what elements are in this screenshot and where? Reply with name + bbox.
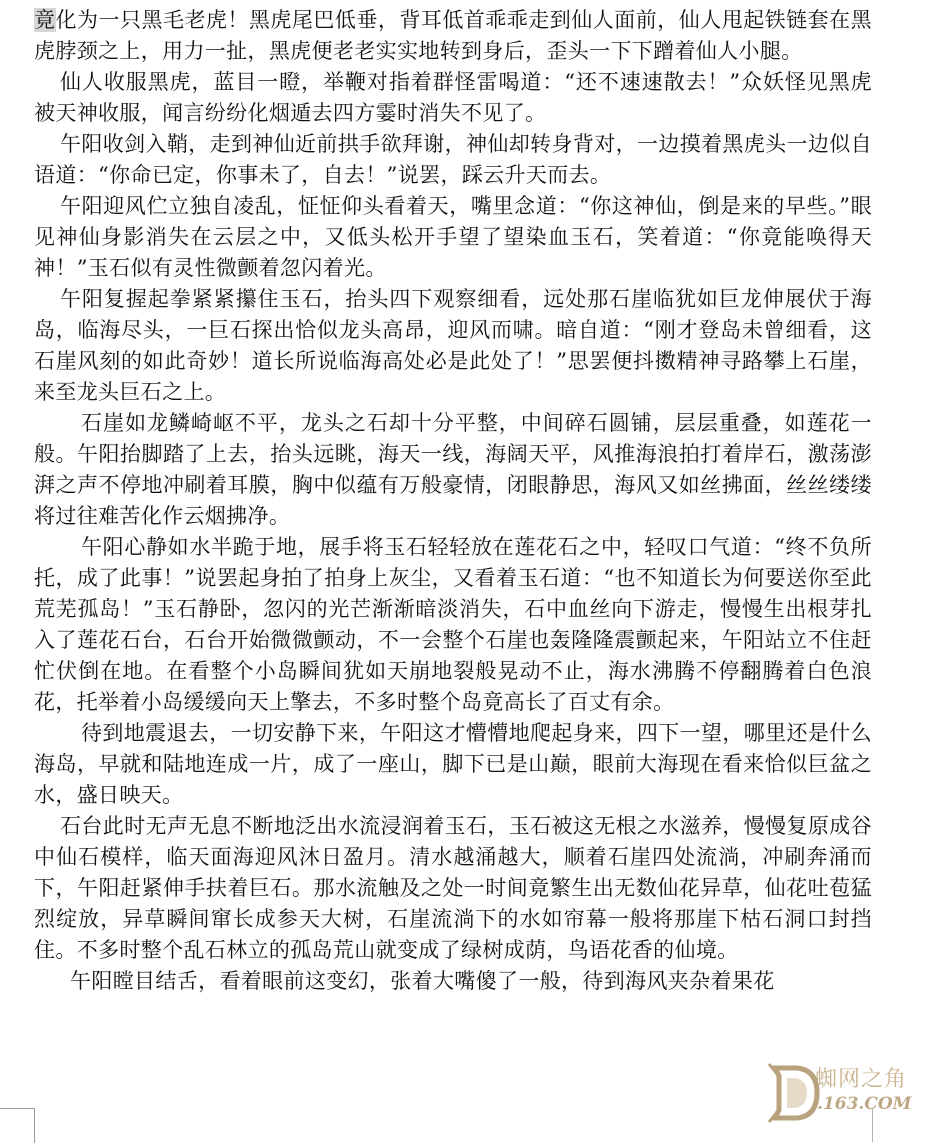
paragraph-6: 石崖如龙鳞崎岖不平，龙头之石却十分平整，中间碎石圆铺，层层重叠，如莲花一般。午阳抬脚踏了上去，抬头远眺，海天一线，海阔天平，风推海浪拍打着岸石，激荡澎湃之声不停地冲刷着耳膜，胸中似蕴有万般豪情，闭眼静思，海风又如丝拂面，丝丝缕缕将过往难苦化作云烟拂净。	[34, 411, 872, 528]
paragraph-2: 仙人收服黑虎，蓝目一瞪，举鞭对指着群怪雷喝道：“还不速速散去！”众妖怪见黑虎被天神收服，闻言纷纷化烟遁去四方霎时消失不见了。	[34, 70, 872, 125]
document-body[interactable]	[34, 5, 872, 997]
watermark-site-name: 蜘网之角	[815, 1067, 908, 1092]
paragraph-9: 石台此时无声无息不断地泛出水流浸润着玉石，玉石被这无根之水滋养，慢慢复原成谷中仙石模样，临天面海迎风沐日盈月。清水越涌越大，顺着石崖四处流淌，冲刷奔涌而下，午阳赶紧伸手扶着巨石。那水流触及之处一时间竟繁生出无数仙花异草，仙花吐苞猛烈绽放，异草瞬间窜长成参天大树，石崖流淌下的水如帘幕一般将那崖下枯石洞口封挡住。不多时整个乱石林立的孤岛荒山就变成了绿树成荫，鸟语花香的仙境。	[34, 814, 872, 962]
paragraph-1	[34, 5, 872, 67]
diablo-d-logo-icon	[763, 1060, 823, 1126]
paragraph-7: 午阳心静如水半跪于地，展手将玉石轻轻放在莲花石之中，轻叹口气道：“终不负所托，成了此事！”说罢起身拍了拍身上灰尘，又看着玉石道：“也不知道长为何要送你至此荒芜孤岛！”玉石静卧，忽闪的光芒渐渐暗淡消失，石中血丝向下游走，慢慢生出根芽扎入了莲花石台，石台开始微微颤动，不一会整个石崖也轰隆隆震颤起来，午阳站立不住赶忙伏倒在地。在看整个小岛瞬间犹如天崩地裂般晃动不止，海水沸腾不停翻腾着白色浪花，托举着小岛缓缓向天上擎去，不多时整个岛竟高长了百丈有余。	[34, 535, 872, 714]
site-watermark	[755, 1060, 925, 1126]
selected-first-char: 竟	[34, 8, 56, 32]
paragraph-3: 午阳收剑入鞘，走到神仙近前拱手欲拜谢，神仙却转身背对，一边摸着黑虎头一边似自语道：“你命已定，你事未了，自去！”说罢，踩云升天而去。	[34, 132, 872, 187]
paragraph-4: 午阳迎风伫立独自凌乱，怔怔仰头看着天，嘴里念道：“你这神仙，倒是来的早些。”眼见神仙身影消失在云层之中，又低头松开手望了望染血玉石，笑着道：“你竟能唤得天神！”玉石似有灵性微颤着忽闪着光。	[34, 194, 872, 280]
paragraph-5: 午阳复握起拳紧紧攥住玉石，抬头四下观察细看，远处那石崖临犹如巨龙伸展伏于海岛，临海尽头，一巨石探出恰似龙头高昂，迎风而啸。暗自道：“刚才登岛未曾细看，这石崖风刻的如此奇妙！道长所说临海高处必是此处了！”思罢便抖擞精神寻路攀上石崖，来至龙头巨石之上。	[34, 287, 872, 404]
watermark-site-url: .163.COM	[817, 1094, 912, 1114]
page-corner-mark-right	[872, 1108, 883, 1142]
paragraph-8: 待到地震退去，一切安静下来，午阳这才懵懵地爬起身来，四下一望，哪里还是什么海岛，早就和陆地连成一片，成了一座山，脚下已是山巅，眼前大海现在看来恰似巨盆之水，盛日映天。	[34, 721, 872, 807]
paragraph-10: 午阳瞠目结舌，看着眼前这变幻，张着大嘴傻了一般，待到海风夹杂着果花	[70, 969, 775, 993]
paragraph-1-text: 化为一只黑毛老虎！黑虎尾巴低垂，背耳低首乖乖走到仙人面前，仙人甩起铁链套在黑虎脖颈之上，用力一扯，黑虎便老老实实地转到身后，歪头一下下蹭着仙人小腿。	[34, 8, 872, 63]
page-corner-mark-left	[0, 1108, 35, 1143]
